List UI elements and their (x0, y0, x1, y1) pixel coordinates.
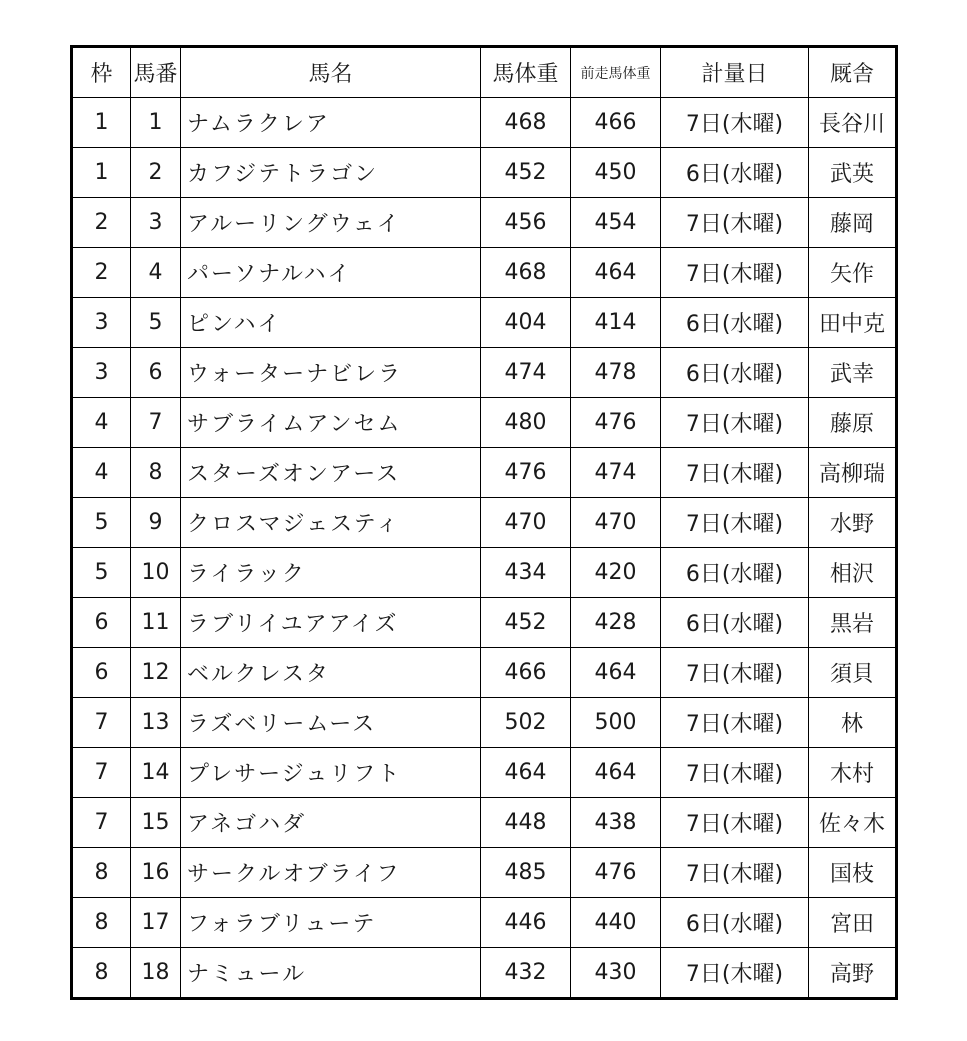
cell-umaban: 18 (131, 948, 181, 999)
cell-horse-name: ナミュール (181, 948, 481, 999)
cell-weigh-date: 7日(木曜) (661, 798, 809, 848)
cell-prev-weight: 478 (571, 348, 661, 398)
cell-weight: 474 (481, 348, 571, 398)
cell-stable: 矢作 (809, 248, 897, 298)
cell-stable: 田中克 (809, 298, 897, 348)
cell-weigh-date: 6日(水曜) (661, 548, 809, 598)
cell-prev-weight: 470 (571, 498, 661, 548)
cell-prev-weight: 476 (571, 398, 661, 448)
cell-weight: 502 (481, 698, 571, 748)
table-row (72, 248, 897, 298)
cell-umaban: 7 (131, 398, 181, 448)
cell-weigh-date: 7日(木曜) (661, 648, 809, 698)
cell-weigh-date: 7日(木曜) (661, 698, 809, 748)
cell-weight: 452 (481, 148, 571, 198)
cell-weigh-date: 7日(木曜) (661, 248, 809, 298)
table-row (72, 798, 897, 848)
header-stable: 厩舎 (809, 47, 897, 98)
cell-weight: 470 (481, 498, 571, 548)
cell-horse-name: アネゴハダ (181, 798, 481, 848)
cell-umaban: 10 (131, 548, 181, 598)
cell-horse-name: サークルオブライフ (181, 848, 481, 898)
cell-weigh-date: 7日(木曜) (661, 398, 809, 448)
cell-stable: 水野 (809, 498, 897, 548)
cell-waku: 2 (72, 198, 131, 248)
cell-prev-weight: 474 (571, 448, 661, 498)
cell-umaban: 9 (131, 498, 181, 548)
cell-prev-weight: 454 (571, 198, 661, 248)
cell-horse-name: プレサージュリフト (181, 748, 481, 798)
cell-prev-weight: 420 (571, 548, 661, 598)
cell-umaban: 6 (131, 348, 181, 398)
cell-horse-name: カフジテトラゴン (181, 148, 481, 198)
cell-prev-weight: 466 (571, 98, 661, 148)
table-row (72, 448, 897, 498)
table-row (72, 748, 897, 798)
cell-umaban: 8 (131, 448, 181, 498)
cell-waku: 6 (72, 598, 131, 648)
cell-weigh-date: 6日(水曜) (661, 298, 809, 348)
cell-horse-name: ベルクレスタ (181, 648, 481, 698)
table-body (72, 98, 897, 999)
table-row (72, 498, 897, 548)
cell-weight: 464 (481, 748, 571, 798)
cell-stable: 藤岡 (809, 198, 897, 248)
header-prev-weight: 前走馬体重 (571, 47, 661, 98)
cell-waku: 8 (72, 898, 131, 948)
table-row (72, 948, 897, 999)
cell-waku: 1 (72, 148, 131, 198)
cell-prev-weight: 476 (571, 848, 661, 898)
cell-waku: 4 (72, 448, 131, 498)
cell-stable: 国枝 (809, 848, 897, 898)
cell-stable: 佐々木 (809, 798, 897, 848)
cell-weight: 432 (481, 948, 571, 999)
cell-weight: 452 (481, 598, 571, 648)
cell-stable: 藤原 (809, 398, 897, 448)
cell-prev-weight: 428 (571, 598, 661, 648)
cell-umaban: 13 (131, 698, 181, 748)
cell-weigh-date: 6日(水曜) (661, 148, 809, 198)
cell-horse-name: ライラック (181, 548, 481, 598)
cell-weight: 468 (481, 248, 571, 298)
cell-umaban: 16 (131, 848, 181, 898)
table-row (72, 648, 897, 698)
cell-umaban: 15 (131, 798, 181, 848)
cell-waku: 7 (72, 698, 131, 748)
table-row (72, 348, 897, 398)
cell-waku: 7 (72, 798, 131, 848)
cell-stable: 長谷川 (809, 98, 897, 148)
cell-weight: 476 (481, 448, 571, 498)
cell-umaban: 11 (131, 598, 181, 648)
horse-weight-table (70, 45, 898, 1000)
cell-weigh-date: 7日(木曜) (661, 748, 809, 798)
table-row (72, 148, 897, 198)
cell-umaban: 17 (131, 898, 181, 948)
cell-weigh-date: 6日(水曜) (661, 898, 809, 948)
table-row (72, 98, 897, 148)
cell-waku: 5 (72, 548, 131, 598)
cell-weigh-date: 6日(水曜) (661, 598, 809, 648)
cell-umaban: 1 (131, 98, 181, 148)
cell-horse-name: サブライムアンセム (181, 398, 481, 448)
cell-waku: 8 (72, 848, 131, 898)
table-row (72, 198, 897, 248)
cell-weight: 480 (481, 398, 571, 448)
cell-horse-name: ピンハイ (181, 298, 481, 348)
table-row (72, 698, 897, 748)
cell-stable: 林 (809, 698, 897, 748)
table-row (72, 548, 897, 598)
cell-horse-name: アルーリングウェイ (181, 198, 481, 248)
header-weight: 馬体重 (481, 47, 571, 98)
cell-horse-name: スターズオンアース (181, 448, 481, 498)
table-row (72, 898, 897, 948)
cell-horse-name: ラズベリームース (181, 698, 481, 748)
cell-prev-weight: 464 (571, 248, 661, 298)
cell-stable: 武英 (809, 148, 897, 198)
cell-horse-name: フォラブリューテ (181, 898, 481, 948)
cell-stable: 須貝 (809, 648, 897, 698)
cell-umaban: 14 (131, 748, 181, 798)
cell-waku: 3 (72, 348, 131, 398)
cell-waku: 7 (72, 748, 131, 798)
cell-stable: 木村 (809, 748, 897, 798)
cell-stable: 武幸 (809, 348, 897, 398)
cell-stable: 高野 (809, 948, 897, 999)
cell-prev-weight: 440 (571, 898, 661, 948)
table-row (72, 848, 897, 898)
cell-waku: 8 (72, 948, 131, 999)
cell-waku: 3 (72, 298, 131, 348)
cell-stable: 相沢 (809, 548, 897, 598)
cell-umaban: 5 (131, 298, 181, 348)
header-waku: 枠 (72, 47, 131, 98)
cell-weigh-date: 7日(木曜) (661, 948, 809, 999)
cell-horse-name: ウォーターナビレラ (181, 348, 481, 398)
cell-weight: 485 (481, 848, 571, 898)
header-umaban: 馬番 (131, 47, 181, 98)
header-weigh-date: 計量日 (661, 47, 809, 98)
cell-stable: 高柳瑞 (809, 448, 897, 498)
cell-horse-name: ラブリイユアアイズ (181, 598, 481, 648)
table-row (72, 298, 897, 348)
table-row (72, 598, 897, 648)
cell-weight: 466 (481, 648, 571, 698)
cell-prev-weight: 464 (571, 648, 661, 698)
cell-umaban: 3 (131, 198, 181, 248)
cell-weight: 468 (481, 98, 571, 148)
table-header (72, 47, 897, 98)
cell-umaban: 4 (131, 248, 181, 298)
cell-horse-name: クロスマジェスティ (181, 498, 481, 548)
cell-horse-name: ナムラクレア (181, 98, 481, 148)
header-row (72, 47, 897, 98)
cell-stable: 黒岩 (809, 598, 897, 648)
cell-weigh-date: 7日(木曜) (661, 848, 809, 898)
cell-prev-weight: 438 (571, 798, 661, 848)
cell-weight: 448 (481, 798, 571, 848)
cell-weigh-date: 7日(木曜) (661, 498, 809, 548)
cell-horse-name: パーソナルハイ (181, 248, 481, 298)
cell-weight: 404 (481, 298, 571, 348)
cell-prev-weight: 450 (571, 148, 661, 198)
cell-waku: 1 (72, 98, 131, 148)
cell-prev-weight: 430 (571, 948, 661, 999)
cell-weigh-date: 6日(水曜) (661, 348, 809, 398)
cell-waku: 4 (72, 398, 131, 448)
cell-umaban: 12 (131, 648, 181, 698)
cell-waku: 6 (72, 648, 131, 698)
header-horse-name: 馬名 (181, 47, 481, 98)
cell-prev-weight: 500 (571, 698, 661, 748)
cell-prev-weight: 464 (571, 748, 661, 798)
cell-weigh-date: 7日(木曜) (661, 98, 809, 148)
cell-prev-weight: 414 (571, 298, 661, 348)
cell-weigh-date: 7日(木曜) (661, 198, 809, 248)
cell-weight: 434 (481, 548, 571, 598)
cell-waku: 5 (72, 498, 131, 548)
cell-weigh-date: 7日(木曜) (661, 448, 809, 498)
cell-stable: 宮田 (809, 898, 897, 948)
table-row (72, 398, 897, 448)
cell-waku: 2 (72, 248, 131, 298)
cell-umaban: 2 (131, 148, 181, 198)
cell-weight: 456 (481, 198, 571, 248)
cell-weight: 446 (481, 898, 571, 948)
